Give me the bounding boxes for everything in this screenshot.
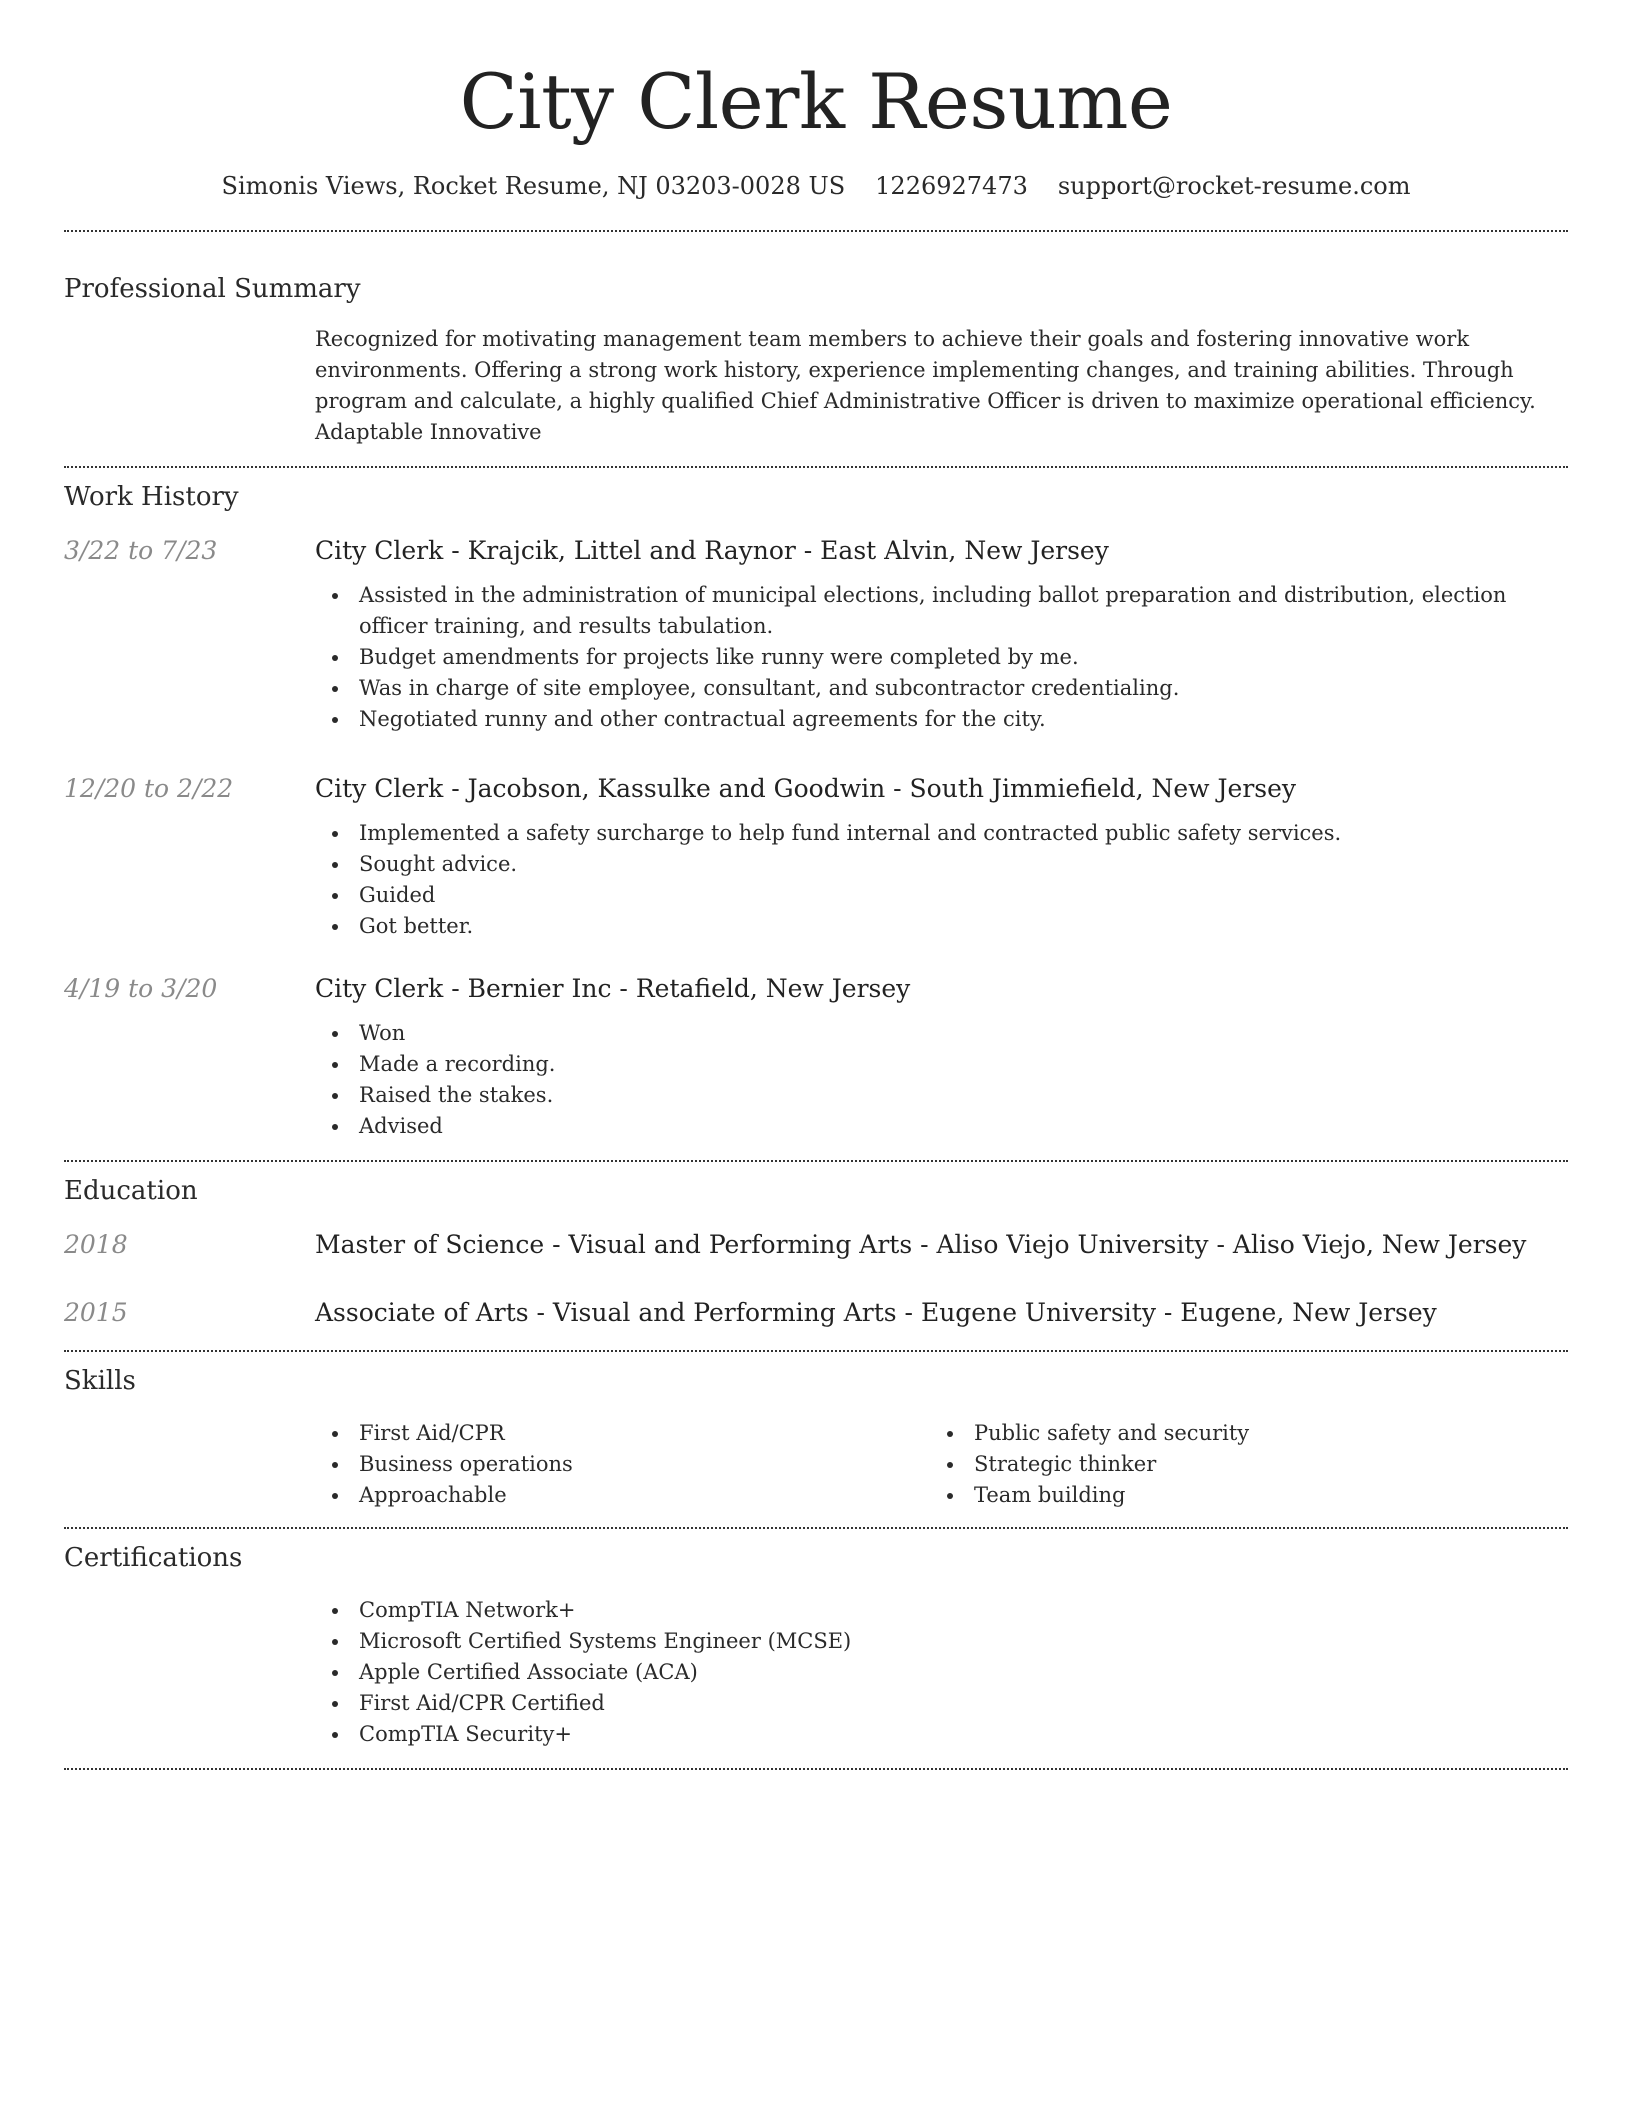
contact-address: Simonis Views, Rocket Resume, NJ 03203-0028 US	[221, 172, 846, 200]
list-item: Assisted in the administration of municipal elections, including ballot preparation and distribution, election officer training, and results tabulation.	[315, 580, 1568, 642]
certifications-title: Certifications	[64, 1543, 243, 1573]
education-section	[64, 1174, 1568, 1330]
list-item: Business operations	[315, 1449, 930, 1480]
summary-section	[64, 272, 1568, 448]
list-item: Apple Certified Associate (ACA)	[315, 1657, 1568, 1688]
list-item: Got better.	[315, 911, 1568, 942]
list-item: Raised the stakes.	[315, 1080, 1568, 1111]
job-heading: City Clerk - Bernier Inc - Retafield, New Jersey	[315, 974, 911, 1003]
list-item: CompTIA Security+	[315, 1719, 1568, 1750]
contact-line	[64, 168, 1568, 204]
contact-phone: 1226927473	[875, 172, 1028, 200]
job-bullets	[315, 818, 1568, 942]
section-divider	[64, 1527, 1568, 1529]
list-item: Team building	[930, 1480, 1545, 1511]
skills-section	[64, 1364, 1568, 1511]
list-item: Strategic thinker	[930, 1449, 1545, 1480]
list-item: Microsoft Certified Systems Engineer (MCSE)	[315, 1626, 1568, 1657]
job-dates: 12/20 to 2/22	[64, 774, 234, 803]
list-item: CompTIA Network+	[315, 1595, 1568, 1626]
list-item: Implemented a safety surcharge to help fund internal and contracted public safety services.	[315, 818, 1568, 849]
job-entry	[64, 534, 1568, 735]
education-year: 2018	[64, 1230, 128, 1259]
section-divider	[64, 466, 1568, 468]
section-divider	[64, 1350, 1568, 1352]
education-heading: Master of Science - Visual and Performing Arts - Aliso Viejo University - Aliso Viejo, New Jersey	[315, 1230, 1527, 1259]
resume-title: City Clerk Resume	[459, 57, 1173, 146]
section-divider	[64, 1160, 1568, 1162]
skills-title: Skills	[64, 1366, 136, 1396]
list-item: First Aid/CPR	[315, 1418, 930, 1449]
job-entry	[64, 972, 1568, 1142]
list-item: Won	[315, 1018, 1568, 1049]
list-item: Made a recording.	[315, 1049, 1568, 1080]
certifications-list	[315, 1595, 1568, 1750]
list-item: Approachable	[315, 1480, 930, 1511]
list-item: Guided	[315, 880, 1568, 911]
skills-columns	[315, 1418, 1568, 1511]
education-entry	[64, 1228, 1568, 1262]
list-item: Negotiated runny and other contractual agreements for the city.	[315, 704, 1568, 735]
job-heading: City Clerk - Krajcik, Littel and Raynor - East Alvin, New Jersey	[315, 536, 1109, 565]
list-item: Sought advice.	[315, 849, 1568, 880]
job-entry	[64, 772, 1568, 942]
education-heading: Associate of Arts - Visual and Performing Arts - Eugene University - Eugene, New Jersey	[315, 1298, 1437, 1327]
job-dates: 3/22 to 7/23	[64, 536, 218, 565]
education-title: Education	[64, 1176, 198, 1206]
summary-text: Recognized for motivating management team members to achieve their goals and fostering innovative work environments. Offering a strong work history, experience implementing changes, and training abilities. Through program and calculate, a highly qualified Chief Administrative Officer is driven to maximize operational efficiency. Adaptable Innovative	[315, 327, 1536, 444]
job-dates: 4/19 to 3/20	[64, 974, 218, 1003]
work-history-section	[64, 480, 1568, 1142]
education-entry	[64, 1296, 1568, 1330]
section-divider	[64, 230, 1568, 232]
list-item: Advised	[315, 1111, 1568, 1142]
job-bullets	[315, 1018, 1568, 1142]
job-heading: City Clerk - Jacobson, Kassulke and Goodwin - South Jimmiefield, New Jersey	[315, 774, 1297, 803]
work-history-title: Work History	[64, 482, 239, 512]
list-item: Budget amendments for projects like runny were completed by me.	[315, 642, 1568, 673]
education-year: 2015	[64, 1298, 128, 1327]
summary-title: Professional Summary	[64, 274, 361, 304]
contact-email: support@rocket-resume.com	[1057, 172, 1411, 200]
list-item: Was in charge of site employee, consultant, and subcontractor credentialing.	[315, 673, 1568, 704]
skills-list-right	[930, 1418, 1545, 1511]
section-divider	[64, 1768, 1568, 1770]
list-item: First Aid/CPR Certified	[315, 1688, 1568, 1719]
certifications-section	[64, 1541, 1568, 1750]
skills-list-left	[315, 1418, 930, 1511]
job-bullets	[315, 580, 1568, 735]
list-item: Public safety and security	[930, 1418, 1545, 1449]
